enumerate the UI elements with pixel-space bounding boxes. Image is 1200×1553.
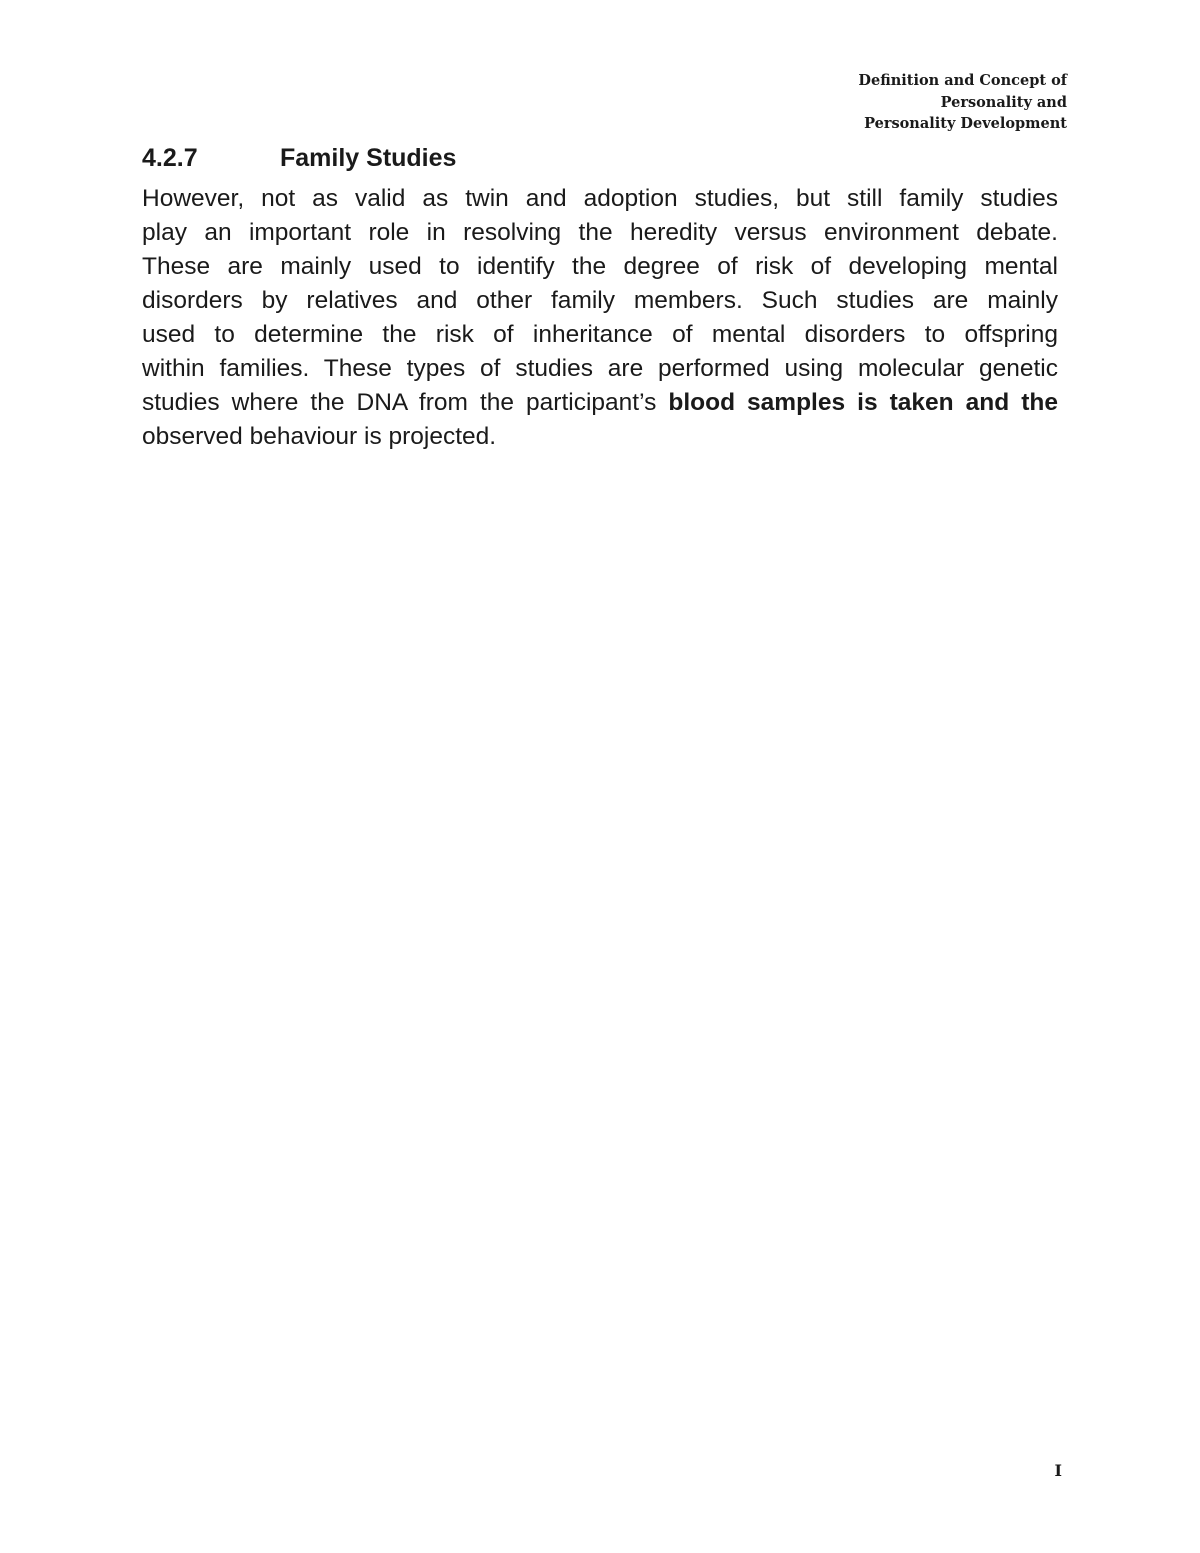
section-heading bbox=[142, 141, 1058, 175]
paragraph-line-3: These are mainly used to identify the degree of risk of developing mental bbox=[142, 253, 1058, 280]
paragraph-line-7 bbox=[142, 386, 1058, 420]
section-family-studies bbox=[142, 141, 1058, 454]
paragraph-line-2: play an important role in resolving the heredity versus environment debate. bbox=[142, 219, 1058, 246]
paragraph-line-7-emphasis: blood samples is taken and the bbox=[668, 389, 1058, 416]
paragraph-line-4: disorders by relatives and other family members. Such studies are mainly bbox=[142, 287, 1058, 314]
paragraph-line-8: observed behaviour is projected. bbox=[142, 423, 497, 450]
section-number: 4.2.7 bbox=[142, 144, 198, 172]
section-paragraph bbox=[142, 182, 1058, 454]
page-number: I bbox=[1054, 1461, 1062, 1480]
paragraph-line-1: However, not as valid as twin and adoption studies, but still family studies bbox=[142, 185, 1058, 212]
running-header-line-3: Personality Development bbox=[864, 115, 1067, 132]
paragraph-line-6: within families. These types of studies are performed using molecular genetic bbox=[142, 355, 1058, 382]
section-title: Family Studies bbox=[280, 144, 457, 172]
paragraph-line-5: used to determine the risk of inheritance of mental disorders to offspring bbox=[142, 321, 1058, 348]
running-header bbox=[667, 70, 1067, 135]
running-header-line-1: Definition and Concept of bbox=[858, 72, 1067, 89]
running-header-line-2: Personality and bbox=[940, 93, 1067, 111]
paragraph-line-7-text: studies where the DNA from the participant’s bbox=[142, 389, 669, 416]
